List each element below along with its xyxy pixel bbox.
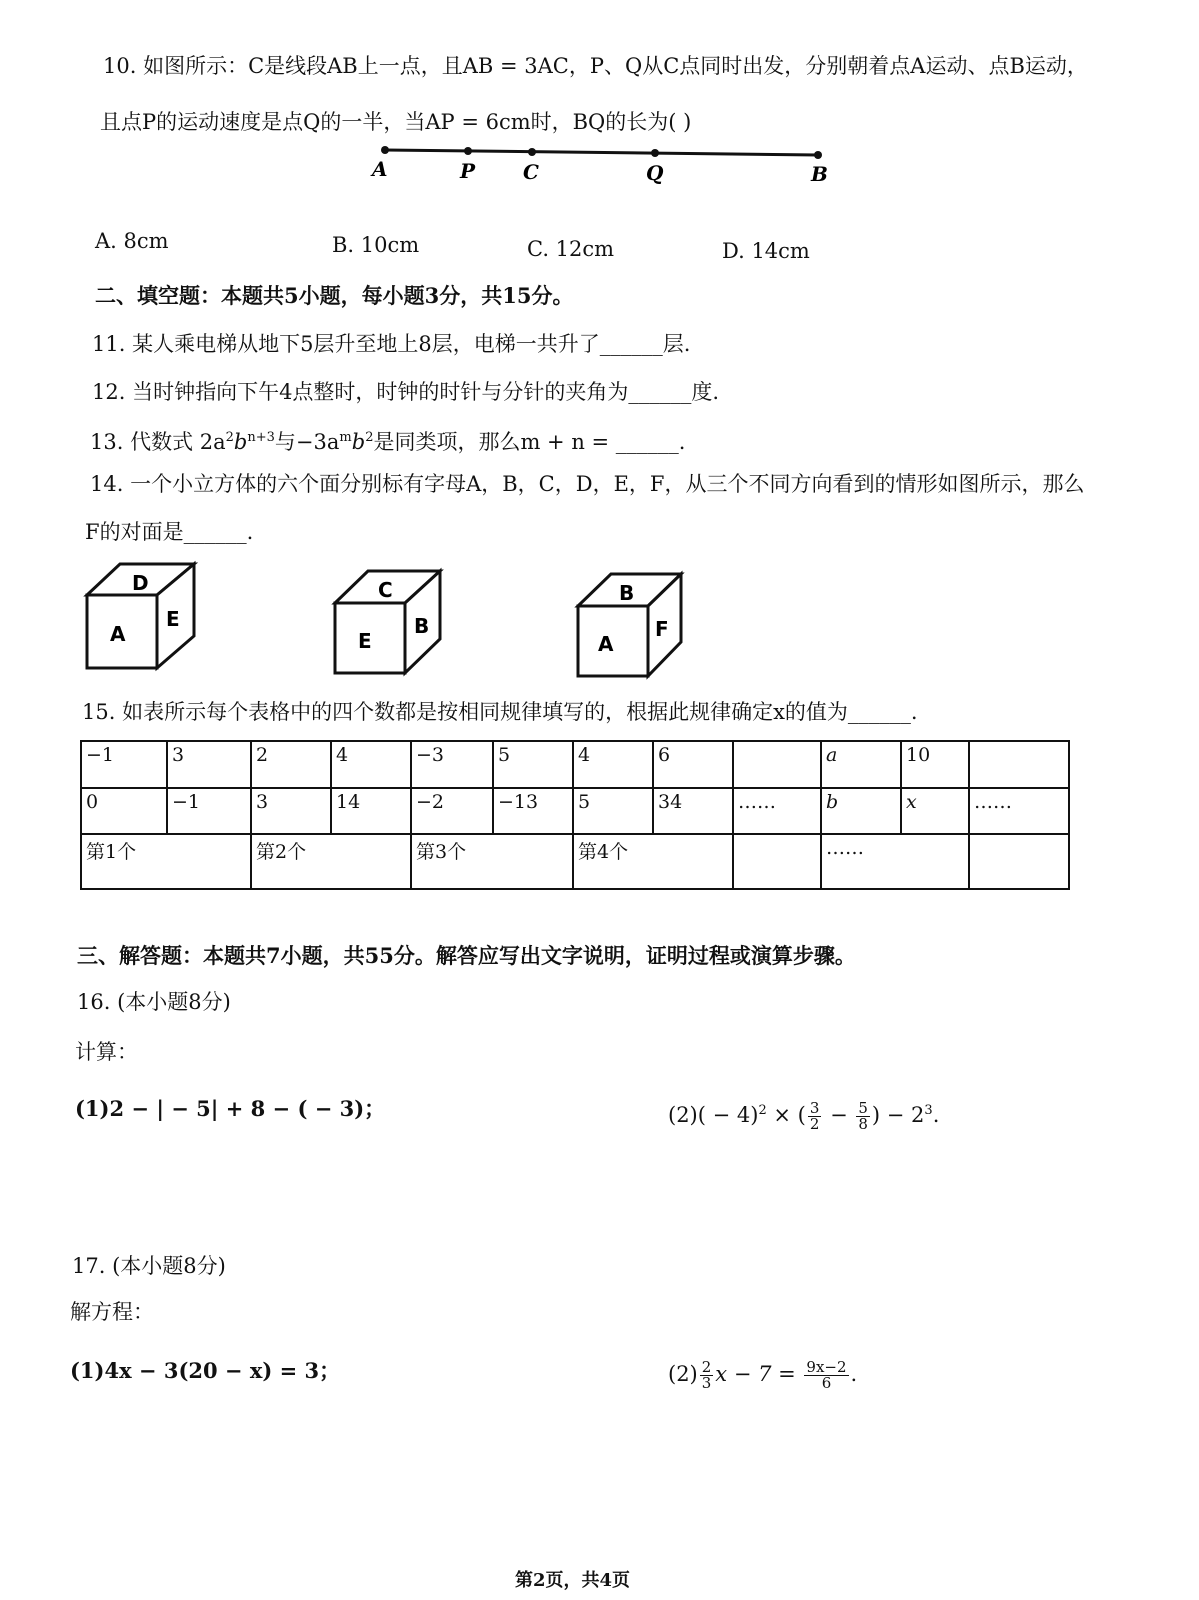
q17-frac-2-den: 6 bbox=[821, 1374, 832, 1392]
q16-frac-1-den: 2 bbox=[809, 1115, 820, 1133]
point-b-dot bbox=[814, 151, 822, 159]
q17-p2-prefix: (2) bbox=[668, 1362, 698, 1386]
q17-part2 bbox=[668, 1360, 857, 1391]
q14-line2: F的对面是______. bbox=[85, 520, 254, 544]
q14-line1: 14. 一个小立方体的六个面分别标有字母A，B，C，D，E，F，从三个不同方向看到的情形如图所示，那么 bbox=[90, 472, 1085, 496]
table-cell: 5 bbox=[573, 788, 653, 835]
table-cell: 5 bbox=[493, 741, 573, 788]
q15-row-3 bbox=[81, 834, 1069, 889]
cube-2-top-label: C bbox=[378, 578, 393, 602]
q16-intro: 计算： bbox=[75, 1040, 138, 1064]
q17-frac-2 bbox=[804, 1360, 848, 1391]
q16-frac-2-den: 8 bbox=[858, 1115, 868, 1133]
q16-p2-end: . bbox=[932, 1103, 940, 1127]
q10-option-d: D. 14cm bbox=[722, 239, 810, 263]
q15-text: 15. 如表所示每个表格中的四个数都是按相同规律填写的，根据此规律确定x的值为______. bbox=[82, 700, 918, 724]
table-cell: −2 bbox=[411, 788, 493, 835]
table-cell: 4 bbox=[331, 741, 411, 788]
point-p-dot bbox=[464, 147, 472, 155]
table-cell bbox=[733, 741, 821, 788]
table-cell bbox=[969, 741, 1069, 788]
table-cell: …… bbox=[821, 834, 969, 889]
table-cell: 第3个 bbox=[411, 834, 573, 889]
q17-frac-2-num: 9x−2 bbox=[806, 1358, 847, 1376]
q11-text: 11. 某人乘电梯从地下5层升至地上8层，电梯一共升了______层. bbox=[92, 332, 691, 356]
cube-1-side-label: E bbox=[166, 607, 180, 631]
q13-exp2: n+3 bbox=[247, 430, 275, 445]
table-cell: −13 bbox=[493, 788, 573, 835]
table-cell: 第4个 bbox=[573, 834, 733, 889]
q13-exp3: m bbox=[339, 430, 352, 445]
point-label-p: P bbox=[460, 159, 476, 183]
q10-option-b: B. 10cm bbox=[332, 233, 420, 257]
cube-1-front-label: A bbox=[110, 622, 126, 646]
q15-table bbox=[80, 740, 1070, 890]
q10-line1: 10. 如图所示：C是线段AB上一点，且AB = 3AC，P、Q从C点同时出发，分别朝着点A运动、点B运动， bbox=[103, 54, 1088, 78]
table-cell: a bbox=[821, 741, 901, 788]
table-cell: …… bbox=[733, 788, 821, 835]
table-cell: 3 bbox=[167, 741, 251, 788]
q16-frac-2-num: 5 bbox=[858, 1099, 868, 1117]
q17-frac-1 bbox=[700, 1360, 714, 1391]
q17-p2-end: . bbox=[850, 1362, 858, 1386]
q17-frac-1-den: 3 bbox=[701, 1374, 712, 1392]
table-cell: 2 bbox=[251, 741, 331, 788]
q10-segment-figure bbox=[360, 138, 840, 193]
point-c-dot bbox=[528, 148, 536, 156]
table-cell: 14 bbox=[331, 788, 411, 835]
table-cell: 第2个 bbox=[251, 834, 411, 889]
cube-1 bbox=[82, 560, 202, 672]
q17-part1: (1)4x − 3(20 − x) = 3； bbox=[70, 1358, 341, 1383]
table-cell: 0 bbox=[81, 788, 167, 835]
section2-title: 二、填空题：本题共5小题，每小题3分，共15分。 bbox=[95, 283, 574, 308]
table-cell: b bbox=[821, 788, 901, 835]
q13-prefix: 13. 代数式 2a bbox=[90, 430, 226, 454]
q16-p2-close: ) − 2 bbox=[871, 1103, 925, 1127]
q17-header: 17. (本小题8分) bbox=[72, 1254, 226, 1278]
q16-p2-times: × ( bbox=[766, 1103, 806, 1127]
q16-p2-minus: − bbox=[823, 1103, 855, 1127]
table-cell bbox=[969, 834, 1069, 889]
table-cell: −1 bbox=[167, 788, 251, 835]
segment-ab-line bbox=[385, 150, 818, 155]
cube-2-side-label: B bbox=[414, 614, 430, 638]
cube-3-top-label: B bbox=[619, 581, 635, 605]
q17-intro: 解方程： bbox=[70, 1300, 154, 1324]
q12-text: 12. 当时钟指向下午4点整时，时钟的时针与分针的夹角为______度. bbox=[92, 380, 720, 404]
section3-title: 三、解答题：本题共7小题，共55分。解答应写出文字说明，证明过程或演算步骤。 bbox=[77, 943, 856, 968]
point-label-a: A bbox=[372, 157, 388, 181]
cube-2 bbox=[330, 565, 448, 677]
table-cell: 3 bbox=[251, 788, 331, 835]
q17-p2-mid: x − 7 = bbox=[715, 1362, 803, 1386]
q17-frac-1-num: 2 bbox=[701, 1358, 712, 1376]
q16-header: 16. (本小题8分) bbox=[77, 990, 231, 1014]
q16-part1: (1)2 − | − 5| + 8 − ( − 3)； bbox=[75, 1096, 386, 1121]
cube-2-front-label: E bbox=[358, 629, 372, 653]
q10-line2: 且点P的运动速度是点Q的一半，当AP = 6cm时，BQ的长为( ) bbox=[100, 110, 692, 134]
q10-option-a: A. 8cm bbox=[95, 229, 169, 253]
q16-p2-exp: 2 bbox=[758, 1103, 767, 1118]
table-cell: 34 bbox=[653, 788, 733, 835]
point-q-dot bbox=[651, 149, 659, 157]
q13-exp1: 2 bbox=[225, 430, 234, 445]
cube-3 bbox=[573, 568, 689, 680]
table-cell: …… bbox=[969, 788, 1069, 835]
q13-mid1: b bbox=[233, 430, 248, 454]
q13-suffix: 是同类项，那么m + n = ______. bbox=[373, 430, 686, 454]
table-cell: 6 bbox=[653, 741, 733, 788]
q16-part2 bbox=[668, 1097, 939, 1132]
q16-frac-1 bbox=[808, 1101, 822, 1132]
q16-frac-1-num: 3 bbox=[809, 1099, 820, 1117]
cube-3-front-label: A bbox=[598, 632, 614, 656]
q13-text bbox=[90, 424, 685, 456]
q16-p2-prefix: (2)( − 4) bbox=[668, 1103, 759, 1127]
q13-exp4: 2 bbox=[365, 430, 374, 445]
point-label-q: Q bbox=[646, 161, 664, 185]
q10-option-c: C. 12cm bbox=[527, 237, 615, 261]
point-label-c: C bbox=[523, 160, 539, 184]
q13-mid3: b bbox=[351, 430, 366, 454]
q15-row-2 bbox=[81, 788, 1069, 835]
table-cell: 4 bbox=[573, 741, 653, 788]
table-cell: x bbox=[901, 788, 969, 835]
table-cell: −1 bbox=[81, 741, 167, 788]
q15-row-1 bbox=[81, 741, 1069, 788]
q16-p2-exp2: 3 bbox=[924, 1103, 933, 1118]
cube-1-top-label: D bbox=[132, 571, 149, 595]
table-cell bbox=[733, 834, 821, 889]
table-cell: 第1个 bbox=[81, 834, 251, 889]
point-a-dot bbox=[381, 146, 389, 154]
cube-3-side-label: F bbox=[655, 617, 669, 641]
point-label-b: B bbox=[811, 162, 828, 186]
page-footer: 第2页，共4页 bbox=[515, 1570, 631, 1591]
q13-mid2: 与−3a bbox=[274, 430, 340, 454]
table-cell: −3 bbox=[411, 741, 493, 788]
q16-frac-2 bbox=[856, 1101, 870, 1132]
table-cell: 10 bbox=[901, 741, 969, 788]
